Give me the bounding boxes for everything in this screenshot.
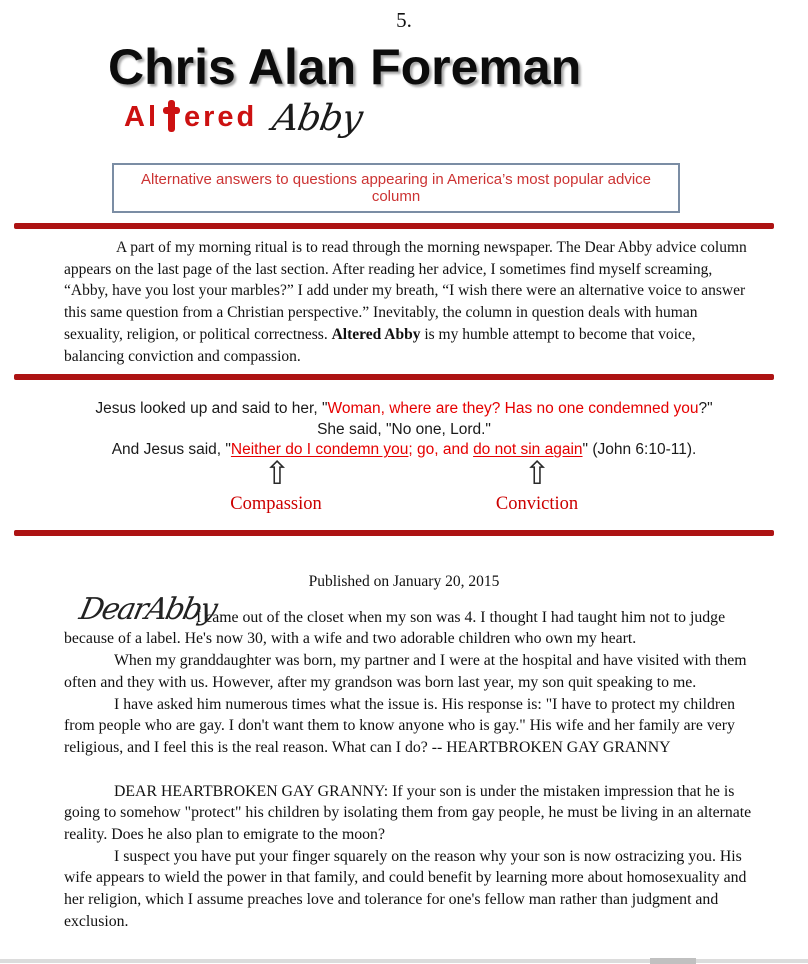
scrollbar-thumb[interactable] bbox=[650, 958, 696, 964]
verse-line1-red: Woman, where are they? Has no one condemned you bbox=[327, 400, 699, 418]
verse-line1-end: ?" bbox=[698, 400, 713, 418]
verse-line3-underline-compassion: Neither do I condemn you bbox=[230, 441, 409, 459]
verse-line-3 bbox=[0, 440, 808, 461]
tagline-text: Alternative answers to questions appearing in America’s most popular advice column bbox=[141, 171, 651, 205]
letter-paragraph-2: When my granddaughter was born, my partner and I were at the hospital and have visited with them often and they with us. However, after my grandson was born last year, my son quit speaking to me. bbox=[64, 652, 747, 691]
intro-text-after: is my humble attempt to become that voice, balancing conviction and compassion. bbox=[64, 325, 696, 365]
verse-line-2: She said, "No one, Lord." bbox=[317, 420, 491, 438]
letter-paragraph-3: I have asked him numerous times what the issue is. His response is: "I have to protect my children from people who are gay. I don't want them to know anyone who is gay." His wife and her family are very religious, and I feel this is the real reason. What can I do? -- HEARTBROKEN GAY GRANNY bbox=[64, 695, 736, 756]
letter-paragraph-1 bbox=[64, 591, 752, 650]
annotation-arrows bbox=[0, 453, 808, 530]
verse-line3-red-mid: ; go, and bbox=[408, 441, 474, 459]
letter-p1-text: I came out of the closet when my son was 4. I thought I had taught him not to judge because of a label. He's now 30, with a wife and two adorable children who own my heart. bbox=[64, 608, 726, 648]
red-divider-top bbox=[14, 223, 774, 229]
altered-abby-logo bbox=[124, 98, 808, 146]
logo-altered-suffix: ered bbox=[184, 101, 258, 133]
verse-line3-underline-conviction: do not sin again bbox=[473, 441, 583, 459]
verse-line3-black: And Jesus said, " bbox=[111, 441, 231, 459]
reply-paragraph-1: DEAR HEARTBROKEN GAY GRANNY: If your son is under the mistaken impression that he is going to somehow "protect" his children by isolating them from gay people, he must be living in an alternate reality. Does he also plan to emigrate to the moon? bbox=[64, 782, 752, 844]
site-title: Chris Alan Foreman bbox=[108, 39, 582, 95]
logo-abby-script: Abby bbox=[269, 98, 366, 139]
advice-column-body bbox=[64, 591, 752, 933]
dear-abby-script-logo: DearAbby bbox=[76, 591, 219, 627]
horizontal-scrollbar[interactable] bbox=[0, 959, 808, 963]
scripture-verse bbox=[0, 399, 808, 461]
tagline-box bbox=[112, 163, 680, 213]
reply-paragraph-2: I suspect you have put your finger squarely on the reason why your son is now ostracizing you. His wife appears to wield the power in that family, and could benefit by learning more about homosexuality and her religion, which I assume preaches love and tolerance for one's fellow man rather than judgment and exclusion. bbox=[64, 847, 747, 930]
page-number: 5. bbox=[396, 8, 412, 32]
logo-altered-prefix: Al bbox=[124, 101, 159, 133]
up-arrow-icon: ⇧ bbox=[523, 453, 551, 492]
verse-line-1 bbox=[0, 399, 808, 420]
intro-paragraph bbox=[64, 237, 748, 367]
verse-line3-end: " (John 6:10-11). bbox=[582, 441, 697, 459]
red-divider-middle-1 bbox=[14, 374, 774, 380]
published-date: Published on January 20, 2015 bbox=[308, 572, 500, 590]
intro-bold-altered-abby: Altered Abby bbox=[331, 325, 421, 343]
verse-line1-black: Jesus looked up and said to her, " bbox=[95, 400, 328, 418]
conviction-label: Conviction bbox=[495, 493, 579, 514]
red-divider-middle-2 bbox=[14, 530, 774, 536]
up-arrow-icon: ⇧ bbox=[263, 453, 291, 492]
compassion-label: Compassion bbox=[230, 493, 322, 514]
latin-cross-icon bbox=[163, 100, 180, 132]
intro-text-before: A part of my morning ritual is to read through the morning newspaper. The Dear Abby advice column appears on the last page of the last section. After reading her advice, I sometimes find myself screaming, “Abby, have you lost your marbles?” I add under my breath, “I wish there were an alternative voice to answer this same question from a Christian perspective.” Inevitably, the column in question deals with human sexuality, religion, or political correctness. bbox=[64, 239, 747, 343]
